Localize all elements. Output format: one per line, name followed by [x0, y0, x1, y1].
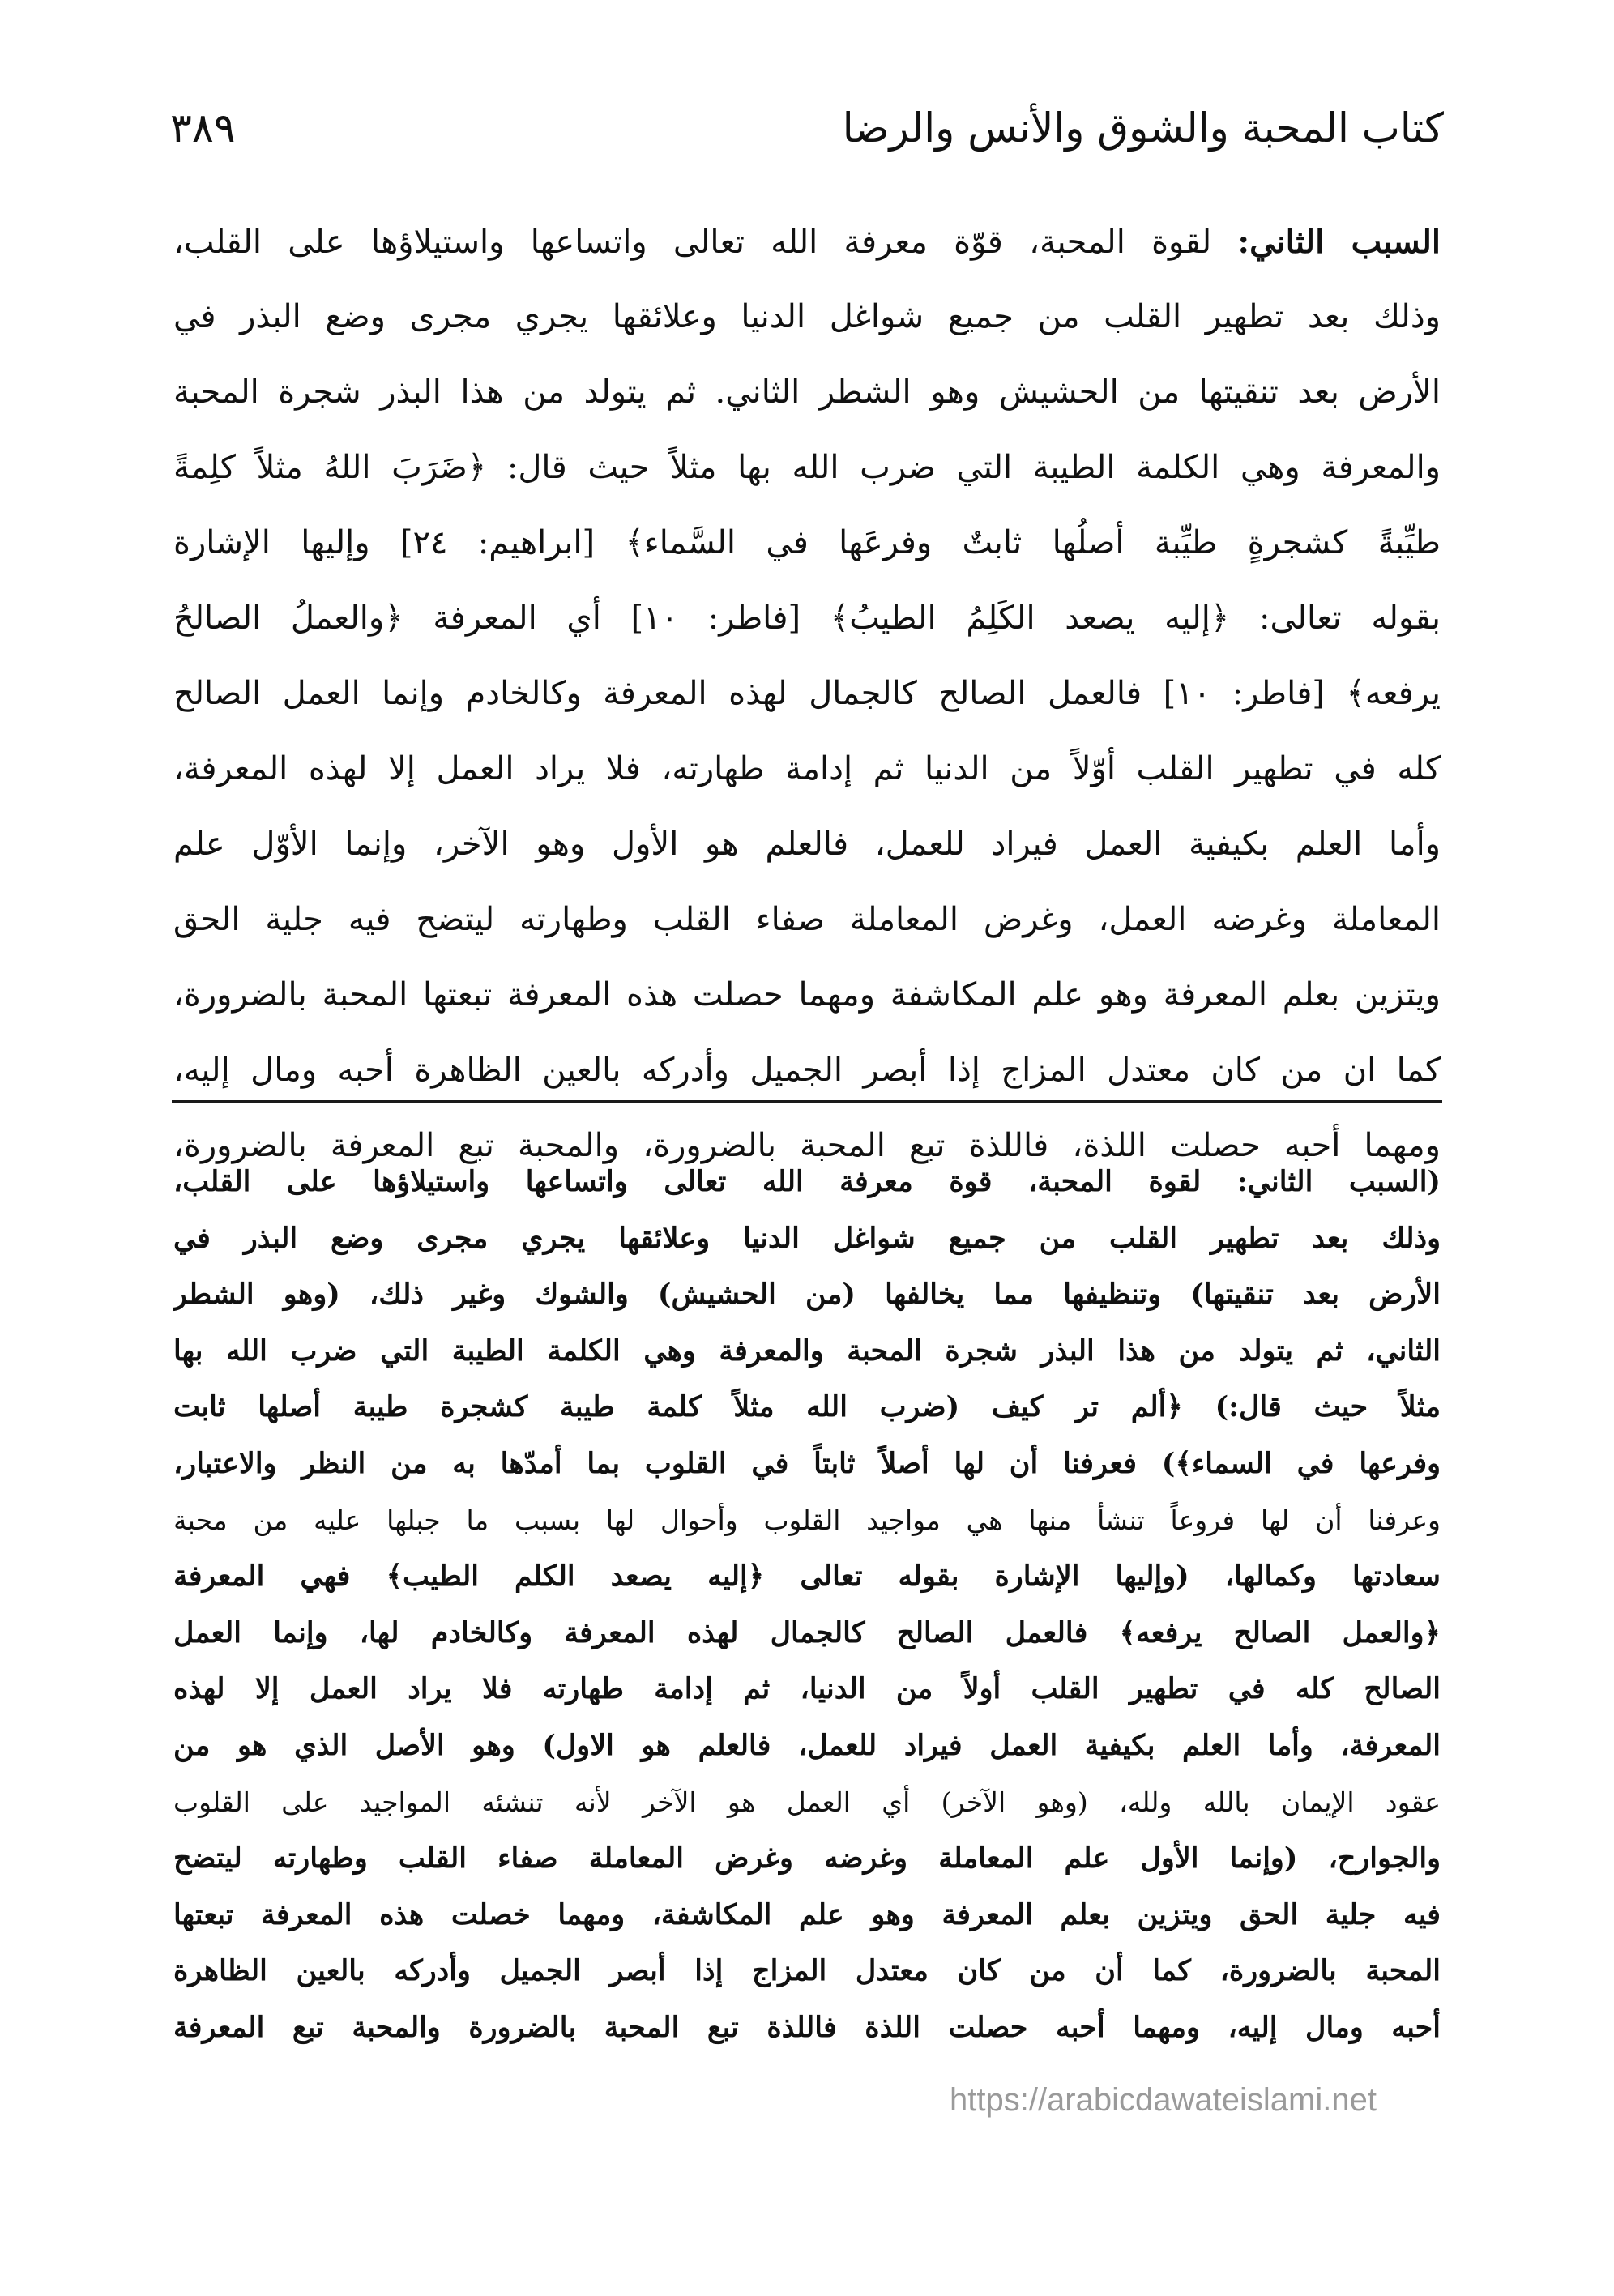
main-text-line-content: طيِّبةً كشجرةٍ طيِّبة أصلُها ثابتٌ وفرعَها في السَّماء﴾ [ابراهيم: ٢٤] وإليها الإشارة	[173, 524, 1441, 561]
running-title: كتاب المحبة والشوق والأنس والرضا	[842, 105, 1444, 152]
main-text-line-content: المعاملة وغرضه العمل، وغرض المعاملة صفاء القلب وطهارته ليتضح فيه جلية الحق	[173, 901, 1441, 938]
main-text-line-content: الأرض بعد تنقيتها من الحشيش وهو الشطر الثاني. ثم يتولد من هذا البذر شجرة المحبة	[173, 373, 1441, 411]
main-text-line	[173, 581, 1441, 656]
main-text-line	[173, 430, 1441, 506]
main-text-line-content: كما ان من كان معتدل المزاج إذا أبصر الجميل وأدركه بالعين الظاهرة أحبه ومال إليه،	[173, 1052, 1441, 1089]
main-text-line-content: بقوله تعالى: ﴿إليه يصعد الكَلِمُ الطيبُ﴾ [فاطر: ١٠] أي المعرفة ﴿والعملُ الصالحُ	[173, 600, 1441, 637]
main-text-line-content: ويتزين بعلم المعرفة وهو علم المكاشفة ومهما حصلت هذه المعرفة تبعتها المحبة بالضرورة،	[173, 976, 1441, 1014]
main-text-line-content: وأما العلم بكيفية العمل فيراد للعمل، فالعلم هو الأول وهو الآخر، وإنما الأوّل علم	[173, 826, 1441, 863]
main-text-line	[173, 882, 1441, 958]
commentary-line: الأرض بعد تنقيتها) وتنظيفها مما يخالفها (من الحشيش) والشوك وغير ذلك، (وهو الشطر	[173, 1278, 1441, 1312]
commentary-block	[173, 1154, 1441, 2056]
commentary-line: والجوارح، (وإنما الأول علم المعاملة وغرضه وغرض المعاملة صفاء القلب وطهارته ليتضح	[173, 1841, 1441, 1876]
commentary-line: ﴿والعمل الصالح يرفعه﴾ فالعمل الصالح كالجمال لهذه المعرفة وكالخادم لها، وإنما العمل	[173, 1615, 1441, 1649]
commentary-line: وعرفنا أن لها فروعاً تنشأ منها هي مواجيد القلوب وأحوال لها بسبب ما جبلها عليه من محبة	[173, 1504, 1441, 1536]
main-text-line	[173, 506, 1441, 581]
commentary-line: المعرفة، وأما العلم بكيفية العمل فيراد للعمل، فالعلم هو الاول) وهو الأصل الذي هو من	[173, 1728, 1441, 1762]
page-number: ٣٨٩	[170, 105, 236, 152]
main-text-line	[173, 204, 1441, 280]
footnote-divider	[172, 1100, 1442, 1103]
main-text-line	[173, 732, 1441, 807]
commentary-line: الثاني، ثم يتولد من هذا البذر شجرة المحبة والمعرفة وهي الكلمة الطيبة التي ضرب الله بها	[173, 1334, 1441, 1368]
commentary-line: وفرعها في السماء﴾) فعرفنا أن لها أصلاً ثابتاً في القلوب بما أمدّها به من النظر والاعتبار،	[173, 1446, 1441, 1480]
commentary-line: الصالح كله في تطهير القلب أولاً من الدنيا، ثم إدامة طهارته فلا يراد العمل إلا لهذه	[173, 1672, 1441, 1706]
page-header	[170, 96, 1444, 160]
commentary-line: (السبب الثاني: لقوة المحبة، قوة معرفة الله تعالى واتساعها واستيلاؤها على القلب،	[173, 1165, 1441, 1198]
commentary-line: عقود الإيمان بالله ولله، (وهو الآخر) أي العمل هو الآخر لأنه تنشئه المواجيد على القلوب	[173, 1786, 1441, 1818]
main-text-line-content: وذلك بعد تطهير القلب من جميع شواغل الدنيا وعلائقها يجري مجرى وضع البذر في	[173, 298, 1441, 335]
main-text-line-content: ومهما أحبه حصلت اللذة، فاللذة تبع المحبة بالضرورة، والمحبة تبع المعرفة بالضرورة،	[173, 1127, 1441, 1164]
main-text-line-content: لقوة المحبة، قوّة معرفة الله تعالى واتساعها واستيلاؤها على القلب،	[173, 224, 1212, 261]
main-text-line	[173, 656, 1441, 732]
main-text-line-content: يرفعه﴾ [فاطر: ١٠] فالعمل الصالح كالجمال لهذه المعرفة وكالخادم وإنما العمل الصالح	[173, 675, 1441, 712]
commentary-line: فيه جلية الحق ويتزين بعلم المعرفة وهو علم المكاشفة، ومهما خصلت هذه المعرفة تبعتها	[173, 1897, 1441, 1931]
commentary-line: المحبة بالضرورة، كما أن من كان معتدل المزاج إذا أبصر الجميل وأدركه بالعين الظاهرة	[173, 1954, 1441, 1988]
main-text-line-content: كله في تطهير القلب أوّلاً من الدنيا ثم إدامة طهارته، فلا يراد العمل إلا لهذه المعرفة،	[173, 750, 1441, 787]
main-text-line	[173, 280, 1441, 355]
main-text-line	[173, 355, 1441, 430]
main-text-line-content: والمعرفة وهي الكلمة الطيبة التي ضرب الله بها مثلاً حيث قال: ﴿ضَرَبَ اللهُ مثلاً كلِمةً	[173, 449, 1441, 486]
main-text-line	[173, 807, 1441, 882]
main-text-block	[173, 204, 1441, 1184]
main-text-line	[173, 958, 1441, 1033]
commentary-line: مثلاً حيث قال:) ﴿ألم تر كيف (ضرب الله مثلاً كلمة طيبة كشجرة طيبة أصلها ثابت	[173, 1390, 1441, 1424]
main-text-line	[173, 1033, 1441, 1108]
commentary-line: سعادتها وكمالها، (وإليها الإشارة بقوله تعالى ﴿إليه يصعد الكلم الطيب﴾ فهي المعرفة	[173, 1560, 1441, 1594]
commentary-line: أحبه ومال إليه، ومهما أحبه حصلت اللذة فاللذة تبع المحبة بالضرورة والمحبة تبع المعرفة	[173, 2010, 1441, 2044]
section-lead: السبب الثاني:	[1237, 223, 1441, 261]
source-watermark: https://arabicdawateislami.net	[950, 2082, 1377, 2118]
commentary-line: وذلك بعد تطهير القلب من جميع شواغل الدنيا وعلائقها يجري مجرى وضع البذر في	[173, 1221, 1441, 1255]
